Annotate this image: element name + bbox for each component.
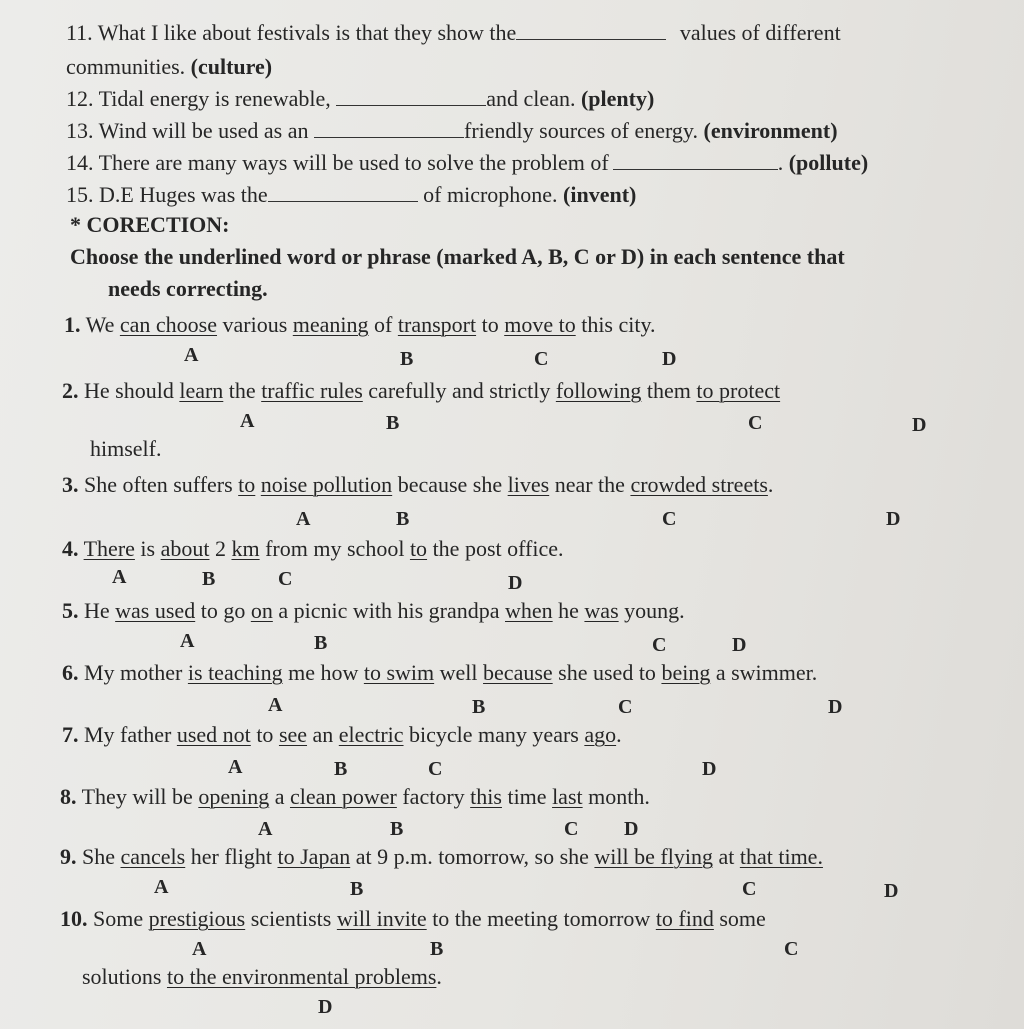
option-b-label: B xyxy=(430,938,444,960)
option-d-label: D xyxy=(732,634,747,656)
option-c-label: C xyxy=(742,878,757,900)
question-6: 6. My mother is teaching me how to swim well because she used to being a swimmer. xyxy=(62,660,818,685)
question-2-cont: himself. xyxy=(90,436,162,461)
option-c-label: C xyxy=(534,348,549,370)
option-b-label: B xyxy=(390,818,404,840)
option-d-label: D xyxy=(662,348,677,370)
option-b-label: B xyxy=(386,412,400,434)
option-a-label: A xyxy=(180,630,195,652)
question-3: 3. She often suffers to noise pollution because she lives near the crowded streets. xyxy=(62,472,774,497)
option-a-label: A xyxy=(228,756,243,778)
fill-item-13: 13. Wind will be used as an friendly sources of energy. (environment) xyxy=(66,118,838,143)
option-d-label: D xyxy=(318,996,333,1018)
option-a-label: A xyxy=(112,566,127,588)
option-d-label: D xyxy=(702,758,717,780)
option-d-label: D xyxy=(828,696,843,718)
option-b-label: B xyxy=(314,632,328,654)
fill-item-15: 15. D.E Huges was the of microphone. (invent) xyxy=(66,182,637,207)
option-b-label: B xyxy=(334,758,348,780)
option-a-label: A xyxy=(184,344,199,366)
option-a-label: A xyxy=(268,694,283,716)
option-d-label: D xyxy=(886,508,901,530)
answer-blank xyxy=(613,151,778,170)
option-c-label: C xyxy=(784,938,799,960)
option-b-label: B xyxy=(396,508,410,530)
question-8: 8. They will be opening a clean power factory this time last month. xyxy=(60,784,650,809)
option-b-label: B xyxy=(350,878,364,900)
question-4: 4. There is about 2 km from my school to the post office. xyxy=(62,536,564,561)
option-a-label: A xyxy=(192,938,207,960)
option-a-label: A xyxy=(240,410,255,432)
option-b-label: B xyxy=(202,568,216,590)
option-a-label: A xyxy=(296,508,311,530)
fill-item-14: 14. There are many ways will be used to solve the problem of . (pollute) xyxy=(66,150,869,175)
option-d-label: D xyxy=(884,880,899,902)
question-7: 7. My father used not to see an electric bicycle many years ago. xyxy=(62,722,622,747)
option-c-label: C xyxy=(564,818,579,840)
option-a-label: A xyxy=(154,876,169,898)
option-a-label: A xyxy=(258,818,273,840)
option-d-label: D xyxy=(624,818,639,840)
option-b-label: B xyxy=(472,696,486,718)
question-1: 1. We can choose various meaning of transport to move to this city. xyxy=(64,312,656,337)
option-c-label: C xyxy=(428,758,443,780)
option-c-label: C xyxy=(618,696,633,718)
answer-blank xyxy=(268,183,418,202)
option-c-label: C xyxy=(748,412,763,434)
fill-item-12: 12. Tidal energy is renewable, and clean. (plenty) xyxy=(66,86,655,111)
question-5: 5. He was used to go on a picnic with his grandpa when he was young. xyxy=(62,598,685,623)
option-d-label: D xyxy=(912,414,927,436)
question-2: 2. He should learn the traffic rules carefully and strictly following them to protect xyxy=(62,378,781,403)
option-d-label: D xyxy=(508,572,523,594)
question-10: 10. Some prestigious scientists will invite to the meeting tomorrow to find some xyxy=(60,906,766,931)
option-c-label: C xyxy=(662,508,677,530)
instruction-line: Choose the underlined word or phrase (marked A, B, C or D) in each sentence that xyxy=(70,244,845,269)
answer-blank xyxy=(336,87,486,106)
option-c-label: C xyxy=(278,568,293,590)
section-heading: * CORECTION: xyxy=(70,212,230,237)
option-b-label: B xyxy=(400,348,414,370)
fill-item-11-cont: communities. (culture) xyxy=(66,54,273,79)
answer-blank xyxy=(314,119,464,138)
answer-blank xyxy=(516,21,666,40)
instruction-line: needs correcting. xyxy=(108,276,268,301)
fill-item-11: 11. What I like about festivals is that they show the values of different xyxy=(66,20,841,45)
question-10-cont: solutions to the environmental problems. xyxy=(82,964,442,989)
question-9: 9. She cancels her flight to Japan at 9 p.m. tomorrow, so she will be flying at that time. xyxy=(60,844,823,869)
option-c-label: C xyxy=(652,634,667,656)
